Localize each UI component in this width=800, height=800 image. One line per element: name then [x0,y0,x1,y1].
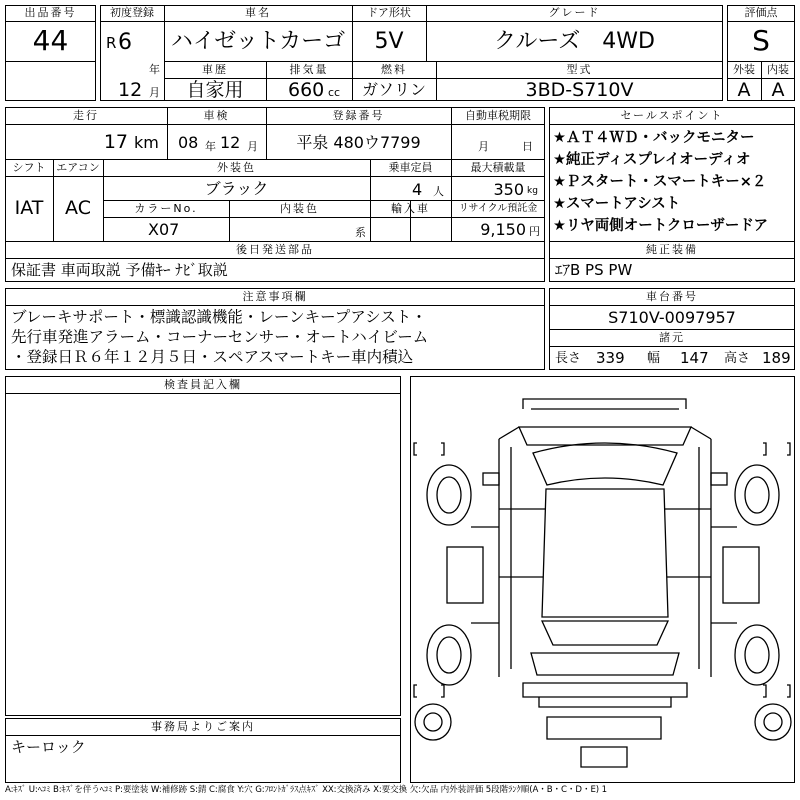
standard-equipment-label: 純正装備 [646,243,698,256]
specs-label: 諸元 [659,331,685,344]
sales-point-item: ★スマートアシスト [553,196,681,212]
notes-label: 注意事項欄 [242,290,308,303]
capacity-label: 乗車定員 [388,161,433,174]
height-value: 189 [762,349,791,367]
sales-points-label: セールスポイント [620,109,724,122]
length-label: 長さ [555,351,582,366]
displacement-unit: cc [328,86,341,99]
car-name-label: 車名 [245,6,271,19]
inspection-label: 車検 [203,109,230,122]
inspection-year: 08 [178,133,199,152]
fuel-value: ガソリン [361,80,426,99]
notes-line: ・登録日Ｒ６年１２月５日・スペアスマートキー車内積込 [11,348,414,366]
width-label: 幅 [647,351,661,366]
interior-color-unit: 系 [355,226,366,239]
standard-equipment-value: ｴｱB PS PW [555,261,633,279]
height-label: 高さ [724,351,751,366]
tax-expiry-label: 自動車税期限 [465,109,531,122]
shift-value: IAT [14,197,44,219]
lot-label: 出品番号 [24,6,77,19]
plate-label: 登録番号 [332,109,385,122]
grade-value: クルーズ 4WD [494,29,655,54]
tax-expiry-day-unit: 日 [522,140,533,153]
office-value: キーロック [11,738,86,756]
first-reg-month: 12 [118,79,143,101]
later-parts-value: 保証書 車両取説 予備ｷｰ ﾅﾋﾞ取説 [11,261,228,279]
grade-label: グレード [548,6,601,19]
inspection-month-unit: 月 [247,140,258,153]
exterior-color-label: 外装色 [217,161,256,174]
interior-grade-value: A [771,79,785,101]
capacity-unit: 人 [433,185,444,198]
aircon-value: AC [65,197,91,219]
legend-text: A:ｷｽﾞ U:ﾍｺﾐ B:ｷｽﾞを伴うﾍｺﾐ P:要塗装 W:補修跡 S:錆 C:腐食 Y:穴 G:ﾌﾛﾝﾄｶﾞﾗｽ点ｷｽﾞ XX:交換済み X:要交換 欠:欠品 内外装評価 5段階ﾗﾝｸ順(A・B・C・D・E) 1 [5,785,608,795]
color-no-value: X07 [148,220,180,239]
first-reg-year: 6 [118,30,132,55]
model-code-label: 型式 [566,63,593,76]
exterior-color-value: ブラック [204,179,269,198]
inspection-month: 12 [220,133,241,152]
aircon-label: エアコン [56,161,100,174]
later-parts-label: 後日発送部品 [236,243,314,256]
score-label: 評価点 [744,6,778,19]
car-diagram [410,376,795,783]
first-reg-month-unit: 月 [149,86,160,99]
history-label: 車歴 [202,63,228,76]
recycle-value: 9,150 [480,220,526,239]
max-load-value: 350 [493,180,524,199]
sales-point-item: ★Ｐスタート・スマートキー×２ [553,174,767,190]
first-reg-year-unit: 年 [149,63,160,76]
shift-label: シフト [12,161,46,174]
car-outline-diagram [411,377,796,784]
inspector-box [5,376,401,716]
exterior-grade-value: A [737,79,751,101]
displacement-label: 排気量 [289,63,329,76]
lot-number: 44 [32,24,69,57]
sales-point-item: ★純正ディスプレイオーディオ [553,152,751,168]
mileage-value: 17 [103,131,128,153]
displacement-value: 660 [288,79,325,101]
sales-point-item: ★ＡＴ４ＷＤ・バックモニター [553,130,755,146]
notes-line: 先行車発進アラーム・コーナーセンサー・オートハイビーム [11,328,429,346]
width-value: 147 [680,349,709,367]
length-value: 339 [596,349,625,367]
inspector-label: 検査員記入欄 [164,378,242,391]
max-load-label: 最大積載量 [470,161,526,174]
interior-color-label: 内装色 [280,202,319,215]
tax-expiry-month-unit: 月 [478,140,489,153]
sales-point-item: ★リヤ両側オートクローザードア [553,218,768,234]
notes-line: ブレーキサポート・標識認識機能・レーンキープアシスト・ [11,308,427,326]
import-label: 輸入車 [391,202,430,215]
history-value: 自家用 [186,79,244,101]
plate-value: 平泉 480ウ7799 [296,133,421,152]
office-label: 事務局よりご案内 [151,720,255,733]
chassis-value: S710V-0097957 [608,308,736,327]
interior-grade-label: 内装 [767,63,789,76]
max-load-unit: kg [527,186,538,196]
inspection-year-unit: 年 [205,140,216,153]
fuel-label: 燃料 [381,63,407,76]
mileage-unit: km [134,133,159,152]
recycle-unit: 円 [529,225,540,238]
doors-value: 5V [374,29,404,54]
first-reg-label: 初度登録 [110,6,154,19]
color-no-label: カラーNo. [134,202,198,215]
exterior-grade-label: 外装 [733,63,755,76]
mileage-label: 走行 [73,109,99,122]
first-reg-era: R [106,34,117,52]
chassis-label: 車台番号 [646,290,698,303]
doors-label: ドア形状 [367,6,411,19]
car-name-value: ハイゼットカーゴ [170,29,346,54]
model-code-value: 3BD-S710V [525,79,634,101]
recycle-label: リサイクル預託金 [458,203,538,214]
score-value: S [752,24,770,57]
capacity-value: 4 [412,180,423,199]
